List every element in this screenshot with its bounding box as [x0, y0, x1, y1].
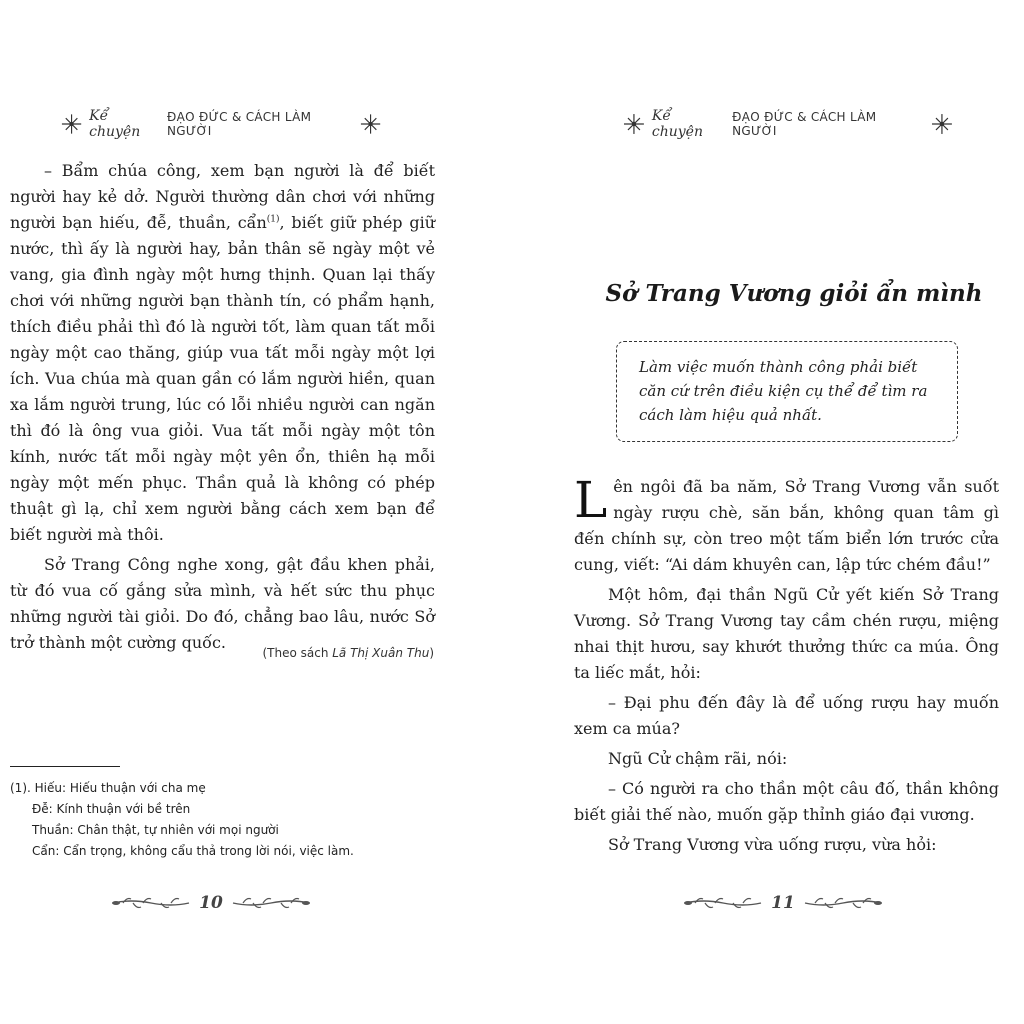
- page-number-right: [662, 893, 904, 913]
- running-head-italic: Kể chuyện: [89, 108, 141, 140]
- paragraph: Sở Trang Công nghe xong, gật đầu khen phải, từ đó vua cố gắng sửa mình, và hết sức thu phục những người tài giỏi. Do đó, chẳng bao lâu, nước Sở trở thành một cường quốc.: [10, 555, 435, 652]
- vine-ornament-icon: [111, 893, 191, 913]
- footnote-item: (1). Hiếu: Hiếu thuận với cha mẹ: [10, 781, 206, 795]
- epigraph-box: Làm việc muốn thành công phải biết căn cứ trên điều kiện cụ thể để tìm ra cách làm hiệu quả nhất.: [616, 341, 958, 442]
- footnote-marker[interactable]: (1): [266, 214, 280, 225]
- source-citation: (Theo sách Lã Thị Xuân Thu): [262, 646, 434, 660]
- footnotes: [10, 778, 430, 862]
- paragraph: – Đại phu đến đây là để uống rượu hay muốn xem ca múa?: [574, 693, 999, 738]
- left-body-text: [10, 158, 435, 660]
- vine-ornament-icon: [231, 893, 311, 913]
- paragraph: Lên ngôi đã ba năm, Sở Trang Vương vẫn suốt ngày rượu chè, săn bắn, không quan tâm gì đến chính sự, còn treo một tấm biển lớn trước cửa cung, viết: “Ai dám khuyên can, lập tức chém đầu!”: [574, 471, 999, 574]
- running-head-left: [60, 108, 382, 140]
- footnote-item: Cẩn: Cẩn trọng, không cẩu thả trong lời nói, việc làm.: [32, 844, 354, 858]
- paragraph: – Có người ra cho thần một câu đố, thần không biết giải thế nào, muốn gặp thỉnh giáo đại vương.: [574, 779, 999, 824]
- paragraph: Ngũ Cử chậm rãi, nói:: [608, 749, 788, 768]
- paragraph: Sở Trang Vương vừa uống rượu, vừa hỏi:: [608, 835, 937, 854]
- running-head-right: [622, 108, 954, 140]
- drop-cap: L: [574, 471, 608, 529]
- page-number: 10: [199, 893, 223, 913]
- right-page: [512, 0, 1024, 1024]
- footnote-item: Thuần: Chân thật, tự nhiên với mọi người: [32, 823, 279, 837]
- right-body-text: [574, 471, 999, 862]
- running-head-italic: Kể chuyện: [651, 108, 703, 140]
- running-head-caps: ĐẠO ĐỨC & CÁCH LÀM NGƯỜI: [167, 110, 312, 138]
- page-number-left: [90, 893, 332, 913]
- paragraph: – Bẩm chúa công, xem bạn người là để biết người hay kẻ dở. Người thường dân chơi với những người bạn hiếu, đễ, thuần, cẩn$^{(1)}$, biết giữ phép giữ nước, thì ấy là người hay, bản thân sẽ ngày một vẻ vang, gia đình ngày một hưng thịnh. Quan lại thấy chơi với những người bạn thành tín, có phẩm hạnh, thích điều phải thì đó là người tốt, làm quan tất mỗi ngày một cao thăng, giúp vua tất mỗi ngày một lợi ích. Vua chúa mà quan gần có lắm người hiền, quan xa lắm người trung, lúc có lỗi nhiều người can ngăn thì đó là ông vua giỏi. Vua tất mỗi ngày một tôn kính, nước tất mỗi ngày một yên ổn, thiên hạ mỗi ngày một mến phục. Thần quả là không có phép thuật gì lạ, chỉ xem người bằng cách xem bạn để biết người mà thôi.: [10, 161, 435, 544]
- ornament-icon: [622, 112, 646, 136]
- footnote-divider: [10, 766, 120, 767]
- running-head-caps: ĐẠO ĐỨC & CÁCH LÀM NGƯỜI: [732, 110, 877, 138]
- ornament-icon: [930, 112, 954, 136]
- paragraph: Một hôm, đại thần Ngũ Cử yết kiến Sở Trang Vương. Sở Trang Vương tay cầm chén rượu, miệng nhai thịt hươu, say khướt thưởng thức ca múa. Ông ta liếc mắt, hỏi:: [574, 585, 999, 682]
- page-number: 11: [771, 893, 795, 913]
- ornament-icon: [359, 112, 382, 136]
- vine-ornament-icon: [683, 893, 763, 913]
- vine-ornament-icon: [803, 893, 883, 913]
- ornament-icon: [60, 112, 83, 136]
- chapter-title: Sở Trang Vương giỏi ẩn mình: [605, 280, 983, 307]
- footnote-item: Đễ: Kính thuận với bề trên: [32, 802, 191, 816]
